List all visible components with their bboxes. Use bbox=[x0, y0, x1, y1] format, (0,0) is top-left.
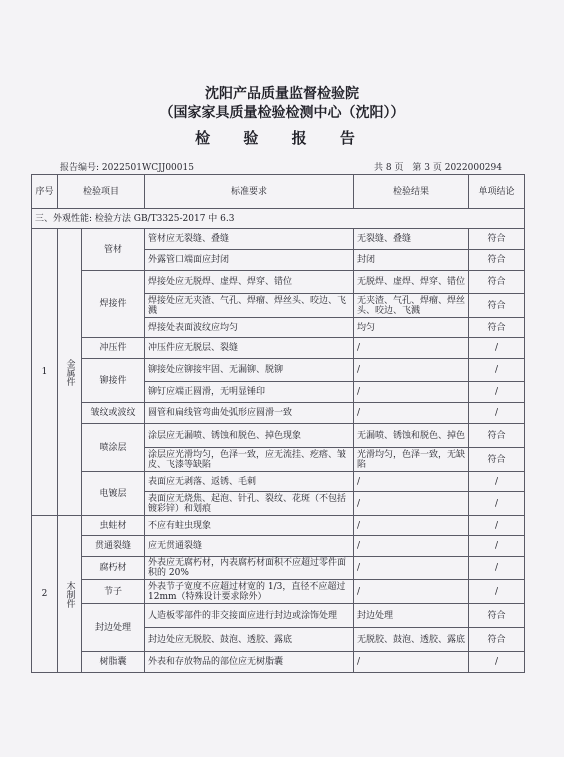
standard-cell: 表面应无剥落、返锈、毛刺 bbox=[145, 472, 354, 492]
group1-label: 金属件 bbox=[64, 358, 75, 386]
item-cell: 管材 bbox=[82, 229, 145, 271]
result-cell: 无脱焊、虚焊、焊穿、错位 bbox=[354, 271, 469, 294]
standard-cell: 焊接处应无脱焊、虚焊、焊穿、错位 bbox=[145, 271, 354, 294]
conclusion-cell: / bbox=[469, 516, 525, 536]
group2-seq: 2 bbox=[32, 516, 58, 673]
result-cell: 封边处理 bbox=[354, 604, 469, 628]
item-cell: 喷涂层 bbox=[82, 424, 145, 472]
result-cell: 均匀 bbox=[354, 318, 469, 338]
standard-cell: 铆钉应端正圆滑，无明显锤印 bbox=[145, 382, 354, 403]
standard-cell: 应无贯通裂缝 bbox=[145, 536, 354, 557]
item-cell: 贯通裂缝 bbox=[82, 536, 145, 557]
standard-cell: 焊接处应无夹渣、气孔、焊瘤、焊丝头、咬边、飞溅 bbox=[145, 294, 354, 318]
standard-cell: 不应有蛀虫现象 bbox=[145, 516, 354, 536]
result-cell: / bbox=[354, 557, 469, 580]
conclusion-cell: / bbox=[469, 492, 525, 516]
section-row bbox=[32, 209, 525, 229]
item-cell: 虫蛀材 bbox=[82, 516, 145, 536]
conclusion-cell: / bbox=[469, 338, 525, 359]
standard-cell: 圆管和扁线管弯曲处弧形应圆滑一致 bbox=[145, 403, 354, 424]
conclusion-cell: / bbox=[469, 403, 525, 424]
conclusion-cell: 符合 bbox=[469, 424, 525, 448]
group2-label: 木制件 bbox=[64, 580, 75, 608]
standard-cell: 涂层应无漏喷、锈蚀和脱色、掉色现象 bbox=[145, 424, 354, 448]
conclusion-cell: 符合 bbox=[469, 318, 525, 338]
result-cell: / bbox=[354, 382, 469, 403]
conclusion-cell: 符合 bbox=[469, 448, 525, 472]
conclusion-cell: 符合 bbox=[469, 250, 525, 271]
item-cell: 铆接件 bbox=[82, 359, 145, 403]
conclusion-cell: 符合 bbox=[469, 604, 525, 628]
result-cell: 光滑均匀，色泽一致，无缺陷 bbox=[354, 448, 469, 472]
table-header-row bbox=[32, 175, 525, 209]
standard-cell: 表面应无烧焦、起泡、针孔、裂纹、花斑（不包括镀彩锌）和划痕 bbox=[145, 492, 354, 516]
conclusion-cell: 符合 bbox=[469, 229, 525, 250]
section-title: 三、外观性能: 检验方法 GB/T3325-2017 中 6.3 bbox=[32, 209, 525, 229]
table-row bbox=[32, 229, 525, 250]
result-cell: / bbox=[354, 580, 469, 604]
conclusion-cell: / bbox=[469, 472, 525, 492]
conclusion-cell: / bbox=[469, 382, 525, 403]
standard-cell: 外表应无腐朽材，内表腐朽材面积不应超过零件面积的 20% bbox=[145, 557, 354, 580]
item-cell: 封边处理 bbox=[82, 604, 145, 652]
result-cell: / bbox=[354, 516, 469, 536]
standard-cell: 冲压件应无脱层、裂缝 bbox=[145, 338, 354, 359]
conclusion-cell: / bbox=[469, 536, 525, 557]
table-row bbox=[32, 472, 525, 492]
item-cell: 焊接件 bbox=[82, 271, 145, 338]
table-row bbox=[32, 580, 525, 604]
result-cell: / bbox=[354, 338, 469, 359]
table-row bbox=[32, 338, 525, 359]
header-result: 检验结果 bbox=[354, 175, 469, 209]
result-cell: 无脱胶、鼓泡、透胶、露底 bbox=[354, 628, 469, 652]
report-number: 报告编号: 2022501WCJJ00015 bbox=[60, 163, 194, 173]
standard-cell: 铆接处应铆接牢固、无漏铆、脱铆 bbox=[145, 359, 354, 382]
conclusion-cell: / bbox=[469, 359, 525, 382]
table-row bbox=[32, 403, 525, 424]
standard-cell: 涂层应光滑均匀，色泽一致，应无流挂、疙瘩、皱皮、飞漆等缺陷 bbox=[145, 448, 354, 472]
header-conclusion: 单项结论 bbox=[469, 175, 525, 209]
item-cell: 电镀层 bbox=[82, 472, 145, 516]
result-cell: 封闭 bbox=[354, 250, 469, 271]
result-cell: / bbox=[354, 492, 469, 516]
center-title: （国家家具质量检验检测中心（沈阳）） bbox=[159, 105, 405, 121]
standard-cell: 封边处应无脱胶、鼓泡、透胶、露底 bbox=[145, 628, 354, 652]
doc-title: 检 验 报 告 bbox=[195, 129, 369, 147]
inspection-table bbox=[31, 174, 525, 673]
header-item: 检验项目 bbox=[58, 175, 145, 209]
standard-cell: 外露管口端面应封闭 bbox=[145, 250, 354, 271]
result-cell: 无裂缝、叠缝 bbox=[354, 229, 469, 250]
conclusion-cell: / bbox=[469, 557, 525, 580]
group1-seq: 1 bbox=[32, 229, 58, 516]
header-standard: 标准要求 bbox=[145, 175, 354, 209]
result-cell: / bbox=[354, 536, 469, 557]
org-title: 沈阳产品质量监督检验院 bbox=[205, 86, 359, 102]
result-cell: / bbox=[354, 403, 469, 424]
standard-cell: 外表节子宽度不应超过材宽的 1/3，直径不应超过 12mm（特殊设计要求除外） bbox=[145, 580, 354, 604]
table-row bbox=[32, 271, 525, 294]
table-row bbox=[32, 516, 525, 536]
item-cell: 节子 bbox=[82, 580, 145, 604]
result-cell: / bbox=[354, 652, 469, 673]
result-cell: / bbox=[354, 359, 469, 382]
table-row bbox=[32, 536, 525, 557]
result-cell: 无夹渣、气孔、焊瘤、焊丝头、咬边、飞溅 bbox=[354, 294, 469, 318]
table-row bbox=[32, 359, 525, 382]
item-cell: 树脂囊 bbox=[82, 652, 145, 673]
table-row bbox=[32, 604, 525, 628]
standard-cell: 管材应无裂缝、叠缝 bbox=[145, 229, 354, 250]
conclusion-cell: 符合 bbox=[469, 294, 525, 318]
table-row bbox=[32, 424, 525, 448]
result-cell: / bbox=[354, 472, 469, 492]
header-seq: 序号 bbox=[32, 175, 58, 209]
item-cell: 皱纹或波纹 bbox=[82, 403, 145, 424]
conclusion-cell: / bbox=[469, 580, 525, 604]
standard-cell: 外表和存放物品的部位应无树脂囊 bbox=[145, 652, 354, 673]
conclusion-cell: / bbox=[469, 652, 525, 673]
result-cell: 无漏喷、锈蚀和脱色、掉色 bbox=[354, 424, 469, 448]
table-row bbox=[32, 557, 525, 580]
conclusion-cell: 符合 bbox=[469, 628, 525, 652]
page-info: 共 8 页 第 3 页 2022000294 bbox=[373, 163, 502, 173]
item-cell: 腐朽材 bbox=[82, 557, 145, 580]
conclusion-cell: 符合 bbox=[469, 271, 525, 294]
table-row bbox=[32, 652, 525, 673]
standard-cell: 焊接处表面波纹应均匀 bbox=[145, 318, 354, 338]
item-cell: 冲压件 bbox=[82, 338, 145, 359]
standard-cell: 人造板零部件的非交接面应进行封边或涂饰处理 bbox=[145, 604, 354, 628]
